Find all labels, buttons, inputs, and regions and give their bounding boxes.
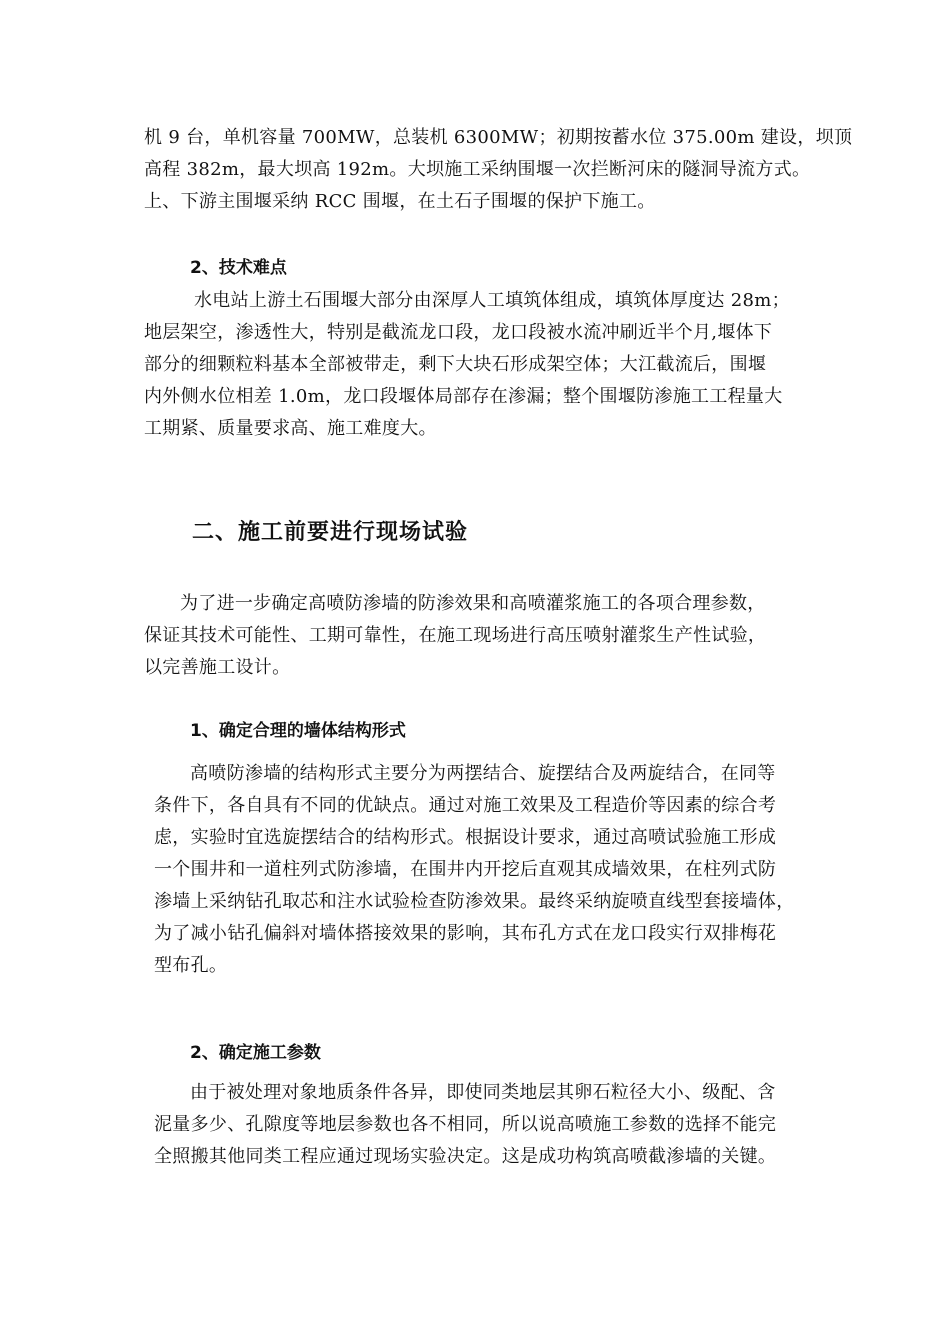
wall-line-1: 高喷防渗墙的结构形式主要分为两摆结合、旋摆结合及两旋结合，在同等 (190, 763, 776, 784)
parameters-heading: 2、确定施工参数 (190, 1043, 321, 1063)
parameters-paragraph (0, 1077, 950, 1173)
wall-structure-heading-block (0, 716, 950, 741)
tech-difficulty-heading: 2、技术难点 (190, 258, 287, 278)
section2-paragraph (0, 588, 950, 684)
intro-line-1: 机 9 台，单机容量 700MW，总装机 6300MW；初期按蓄水位 375.00m 建设，坝顶 (144, 127, 853, 148)
intro-paragraph (0, 122, 950, 218)
tech-line-1: 水电站上游土石围堰大部分由深厚人工填筑体组成，填筑体厚度达 28m； (194, 290, 790, 311)
tech-difficulty-paragraph (0, 285, 950, 445)
tech-difficulty-heading-block (0, 253, 950, 278)
tech-line-2: 地层架空，渗透性大，特别是截流龙口段，龙口段被水流冲刷近半个月,堰体下 (144, 322, 773, 343)
intro-line-3: 上、下游主围堰采纳 RCC 围堰，在土石子围堰的保护下施工。 (144, 191, 656, 212)
wall-line-5: 渗墙上采纳钻孔取芯和注水试验检查防渗效果。最终采纳旋喷直线型套接墙体， (154, 891, 795, 912)
section2-line-3: 以完善施工设计。 (144, 657, 291, 678)
section2-title: 二、施工前要进行现场试验 (192, 520, 469, 545)
wall-line-6: 为了减小钻孔偏斜对墙体搭接效果的影响，其布孔方式在龙口段实行双排梅花 (154, 923, 777, 944)
wall-line-2: 条件下，各自具有不同的优缺点。通过对施工效果及工程造价等因素的综合考 (154, 795, 777, 816)
wall-line-7: 型布孔。 (154, 955, 228, 976)
section2-title-block (0, 515, 950, 546)
wall-line-3: 虑，实验时宜选旋摆结合的结构形式。根据设计要求，通过高喷试验施工形成 (154, 827, 777, 848)
param-line-3: 全照搬其他同类工程应通过现场实验决定。这是成功构筑高喷截渗墙的关键。 (154, 1146, 777, 1167)
wall-structure-heading: 1、确定合理的墙体结构形式 (190, 721, 406, 741)
tech-line-4: 内外侧水位相差 1.0m，龙口段堰体局部存在渗漏；整个围堰防渗施工工程量大 (144, 386, 783, 407)
param-line-1: 由于被处理对象地质条件各异，即使同类地层其卵石粒径大小、级配、含 (190, 1082, 776, 1103)
wall-structure-paragraph (0, 758, 950, 982)
parameters-heading-block (0, 1038, 950, 1063)
tech-line-5: 工期紧、质量要求高、施工难度大。 (144, 418, 437, 439)
intro-line-2: 高程 382m，最大坝高 192m。大坝施工采纳围堰一次拦断河床的隧洞导流方式。 (144, 159, 811, 180)
param-line-2: 泥量多少、孔隙度等地层参数也各不相同，所以说高喷施工参数的选择不能完 (154, 1114, 777, 1135)
section2-line-2: 保证其技术可能性、工期可靠性，在施工现场进行高压喷射灌浆生产性试验， (144, 625, 767, 646)
tech-line-3: 部分的细颗粒料基本全部被带走，剩下大块石形成架空体；大江截流后，围堰 (144, 354, 767, 375)
section2-line-1: 为了进一步确定高喷防渗墙的防渗效果和高喷灌浆施工的各项合理参数， (180, 593, 766, 614)
wall-line-4: 一个围井和一道柱列式防渗墙，在围井内开挖后直观其成墙效果，在柱列式防 (154, 859, 777, 880)
